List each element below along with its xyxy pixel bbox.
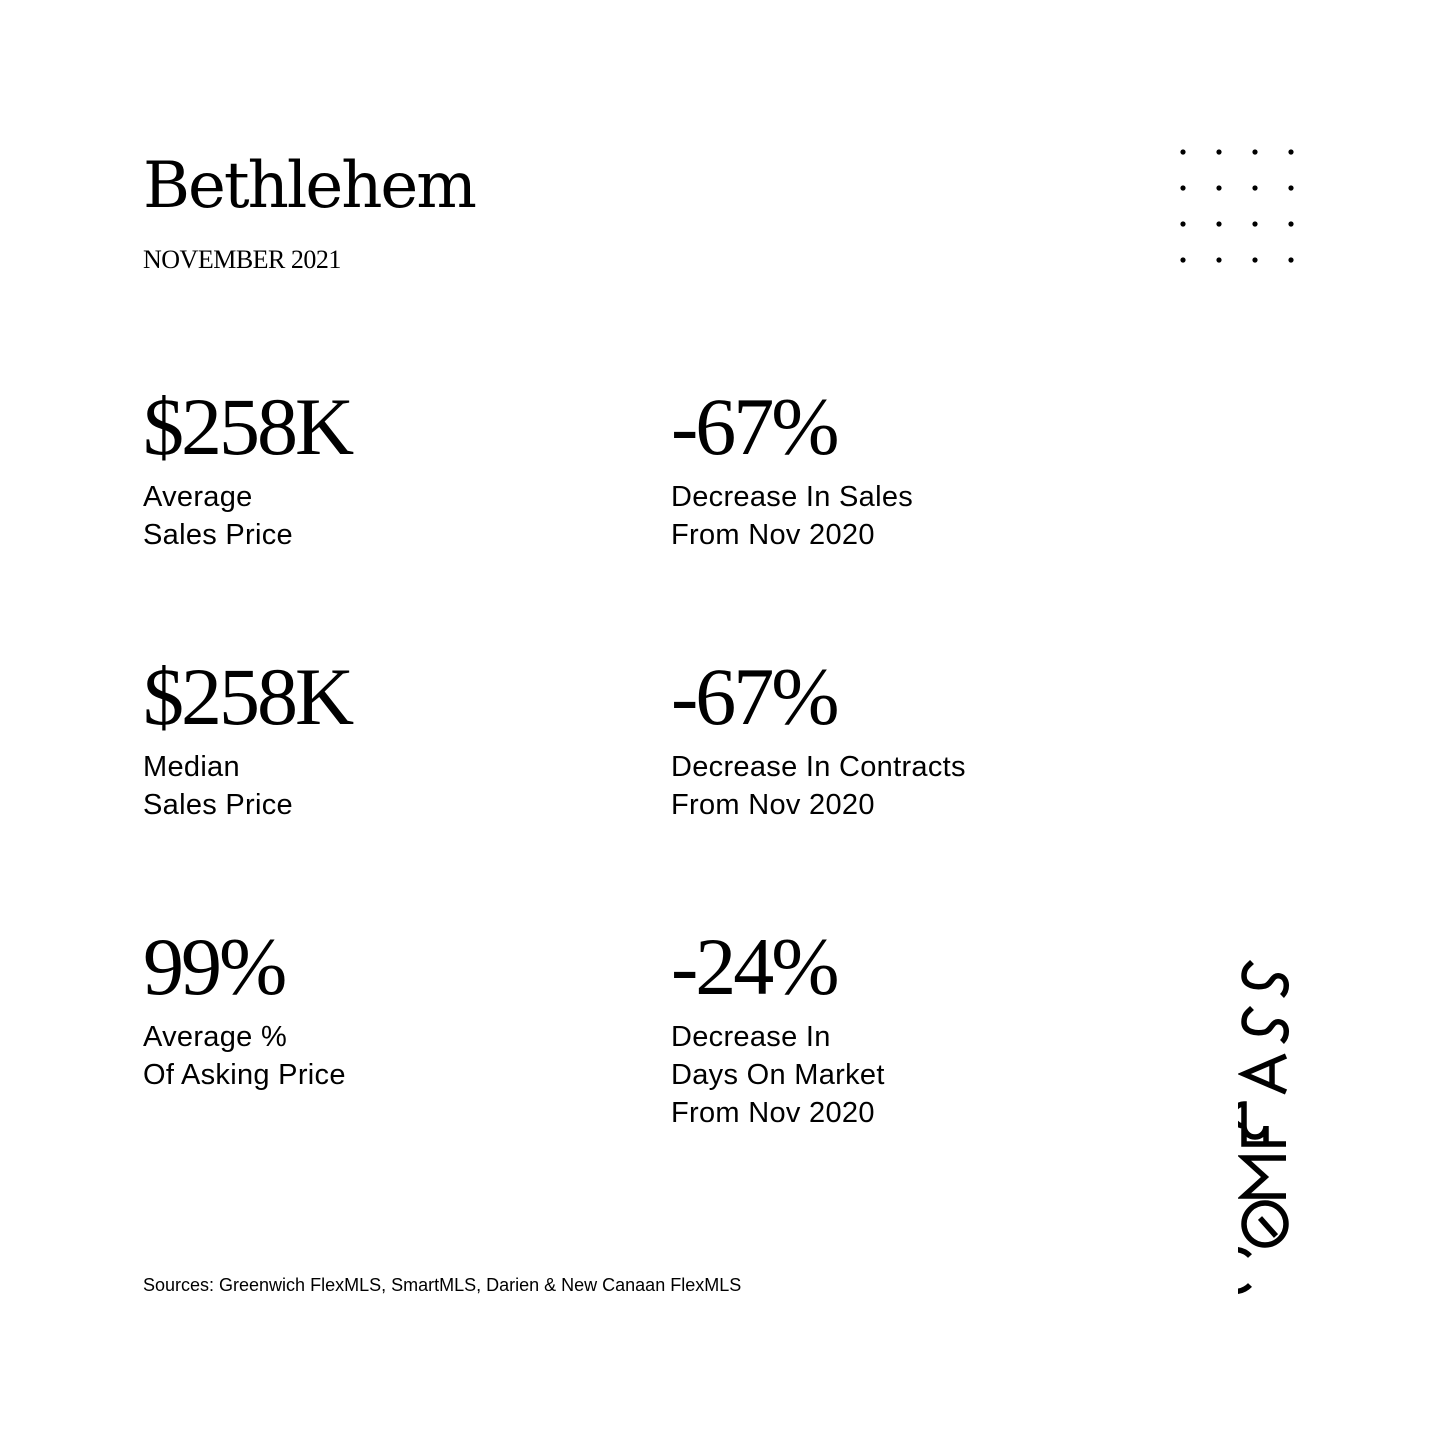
stat-label-line: From Nov 2020 [671, 519, 875, 551]
stat-label-line: Decrease In [671, 1021, 831, 1053]
stat-value: $258K [143, 651, 352, 742]
stat-value: -67% [671, 651, 837, 742]
stat-label-line: Median [143, 751, 240, 783]
stat-value: -67% [671, 381, 837, 472]
stat-label [143, 748, 351, 824]
stat-label-line: From Nov 2020 [671, 789, 875, 821]
stat-label [671, 478, 913, 554]
dot-grid-icon [1176, 145, 1300, 269]
stat-label-line: Sales Price [143, 519, 293, 551]
sources-note: Sources: Greenwich FlexMLS, SmartMLS, Darien & New Canaan FlexMLS [143, 1275, 742, 1295]
stat-label-line: Of Asking Price [143, 1059, 346, 1091]
stat-average-sales-price [143, 382, 351, 554]
stat-label [671, 1018, 885, 1132]
stat-label [671, 748, 966, 824]
stat-contracts-change [671, 652, 966, 824]
stat-label-line: Average [143, 481, 253, 513]
stat-median-sales-price [143, 652, 351, 824]
stat-label-line: Days On Market [671, 1059, 885, 1091]
stat-value: 99% [143, 921, 285, 1012]
stat-label-line: From Nov 2020 [671, 1097, 875, 1129]
report-period: NOVEMBER 2021 [143, 245, 341, 274]
page-title: Bethlehem [143, 149, 475, 223]
stat-label [143, 478, 351, 554]
stat-label-line: Average % [143, 1021, 288, 1053]
stat-sales-change [671, 382, 913, 554]
stat-value: -24% [671, 921, 837, 1012]
stat-percent-of-asking [143, 922, 346, 1094]
stat-label-line: Decrease In Contracts [671, 751, 966, 783]
stat-label-line: Decrease In Sales [671, 481, 914, 513]
stat-value: $258K [143, 381, 352, 472]
compass-logo-icon [1238, 956, 1292, 1296]
stat-days-on-market-change [671, 922, 885, 1132]
stat-label-line: Sales Price [143, 789, 293, 821]
stat-label [143, 1018, 346, 1094]
